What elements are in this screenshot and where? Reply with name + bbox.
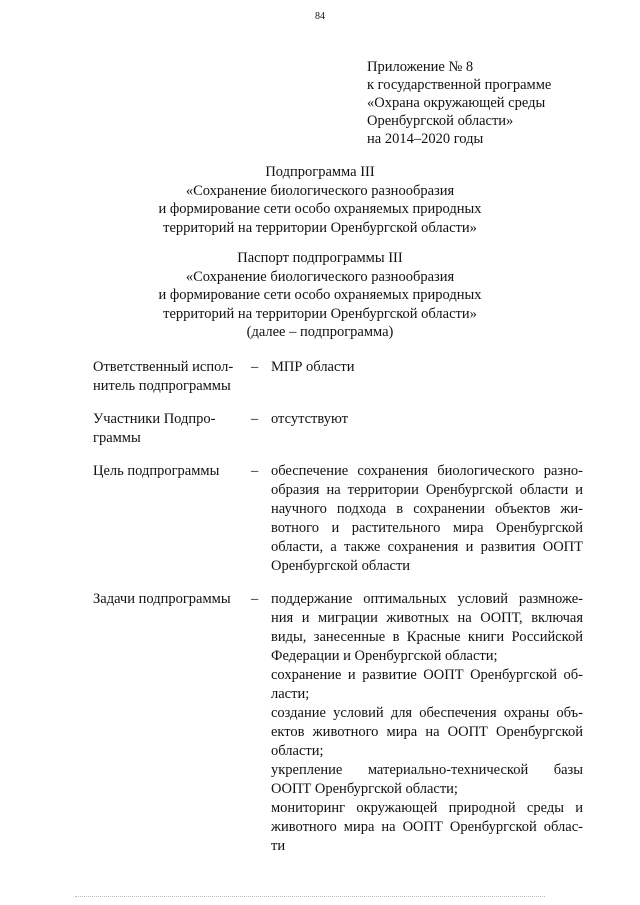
- passport-title: [0, 249, 640, 342]
- row-label-line: Ответственный испол-: [93, 359, 234, 375]
- passport-title-line: и формирование сети особо охраняемых природных: [158, 287, 482, 303]
- row-value-line: ООПТ Оренбургской области;: [271, 781, 458, 797]
- row-label: [93, 590, 251, 856]
- row-value-line: ти: [271, 838, 286, 854]
- passport-title-line: Паспорт подпрограммы III: [237, 250, 403, 266]
- row-value-line: области;: [271, 743, 324, 759]
- row-label-line: граммы: [93, 430, 141, 446]
- appendix-line: Оренбургской области»: [367, 113, 514, 129]
- row-value-line: ния и миграции животных на ООПТ, включая: [271, 610, 583, 626]
- passport-title-line: (далее – подпрограмма): [246, 324, 394, 340]
- row-value-line: образия на территории Оренбургской области и: [271, 482, 583, 498]
- row-value-line: ектов животного мира на ООПТ Оренбургской: [271, 724, 583, 740]
- row-value-line: отсутствуют: [271, 411, 348, 427]
- row-label: [93, 358, 251, 396]
- passport-row: [93, 358, 583, 396]
- subprogram-title-line: «Сохранение биологического разнообразия: [185, 182, 455, 199]
- row-value: [271, 462, 583, 576]
- row-value: [271, 410, 583, 448]
- passport-table: [93, 358, 583, 856]
- passport-title-line: территорий на территории Оренбургской области»: [163, 305, 477, 322]
- subprogram-title-line: территорий на территории Оренбургской области»: [163, 219, 477, 236]
- row-value-line: Оренбургской области: [271, 558, 411, 574]
- row-dash: –: [251, 359, 259, 375]
- row-value-line: животного мира на ООПТ Оренбургской облас-: [271, 819, 583, 835]
- row-value-line: Федерации и Оренбургской области;: [271, 648, 498, 664]
- row-value-line: виды, занесенные в Красные книги Российской: [271, 629, 583, 645]
- passport-row: [93, 462, 583, 576]
- subprogram-title-line: Подпрограмма III: [265, 164, 375, 180]
- row-label-line: Цель подпрограммы: [93, 463, 220, 479]
- appendix-line: к государственной программе: [367, 77, 552, 93]
- subprogram-title-line: и формирование сети особо охраняемых природных: [158, 201, 482, 217]
- row-value-line: поддержание оптимальных условий размноже-: [271, 591, 583, 607]
- row-label: [93, 462, 251, 576]
- row-value-line: обеспечение сохранения биологического разно-: [271, 463, 583, 479]
- passport-row: [93, 590, 583, 856]
- page-number: 84: [315, 11, 325, 22]
- row-value-line: ласти;: [271, 686, 310, 702]
- row-value-line: укрепление материально-технической базы: [271, 762, 583, 778]
- row-label-line: Задачи подпрограммы: [93, 591, 231, 607]
- row-value-line: вотного и растительного мира Оренбургской: [271, 520, 583, 536]
- appendix-line: на 2014–2020 годы: [367, 131, 484, 147]
- passport-title-line: «Сохранение биологического разнообразия: [185, 268, 455, 285]
- row-value-line: научного подхода в сохранении объектов жи-: [271, 501, 583, 517]
- row-dash: –: [251, 591, 259, 607]
- appendix-line: Приложение № 8: [367, 59, 474, 75]
- row-value-line: создание условий для обеспечения охраны объ-: [271, 705, 583, 721]
- row-value-line: мониторинг окружающей природной среды и: [271, 800, 583, 816]
- footer-divider: [75, 896, 545, 897]
- subprogram-title: [0, 163, 640, 237]
- row-value-line: сохранение и развитие ООПТ Оренбургской об-: [271, 667, 583, 683]
- row-value-line: области, а также сохранения и развития ООПТ: [271, 539, 583, 555]
- appendix-line: «Охрана окружающей среды: [367, 95, 546, 111]
- row-value-line: МПР области: [271, 359, 355, 375]
- row-dash: –: [251, 411, 259, 427]
- appendix-header: [367, 58, 551, 148]
- row-label-line: Участники Подпро-: [93, 411, 216, 427]
- row-value: [271, 590, 583, 856]
- passport-row: [93, 410, 583, 448]
- row-label-line: нитель подпрограммы: [93, 378, 231, 394]
- row-dash: –: [251, 463, 259, 479]
- row-value: [271, 358, 583, 396]
- row-label: [93, 410, 251, 448]
